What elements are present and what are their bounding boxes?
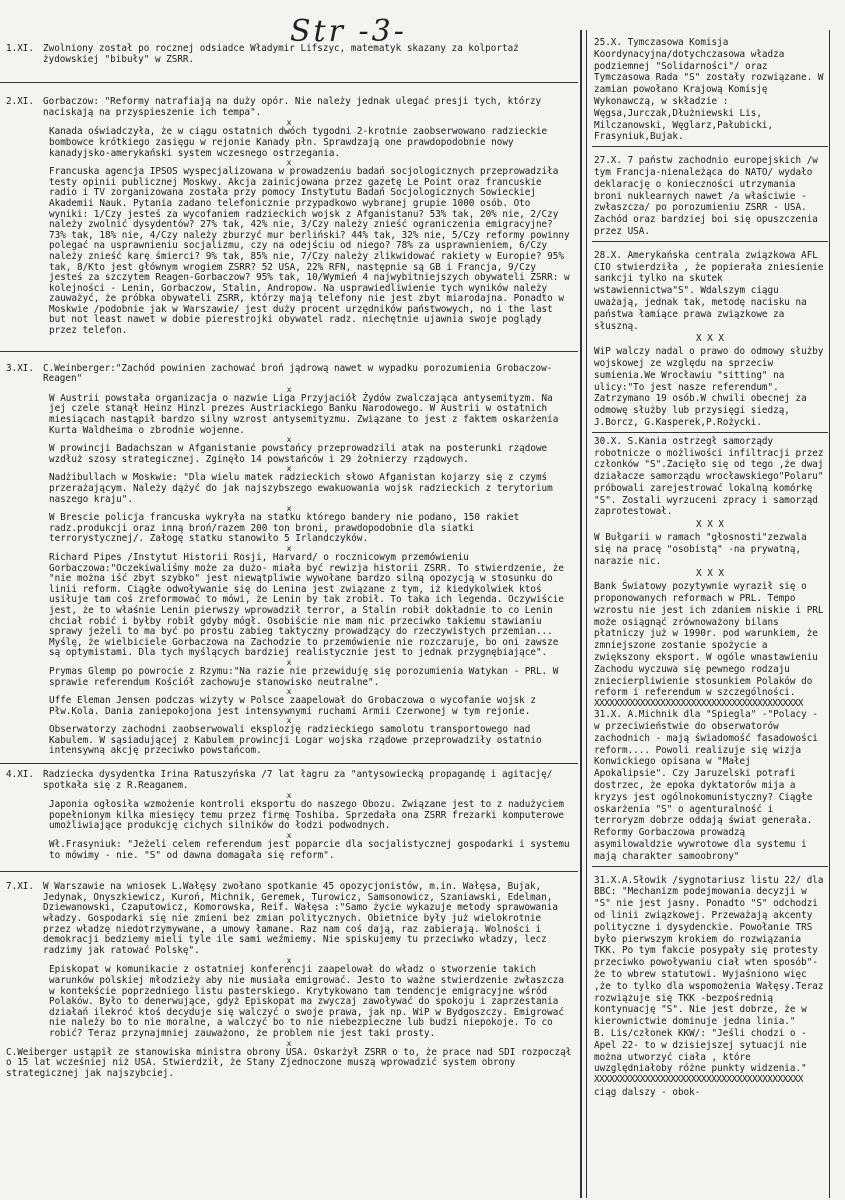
right-column xyxy=(592,34,828,1194)
entry-1-xi xyxy=(0,34,578,66)
entry-7-xi xyxy=(0,871,578,1079)
entry-date: 7.XI. xyxy=(6,881,34,893)
page-title: Str -3- xyxy=(290,14,407,49)
separator-x: x xyxy=(286,1038,292,1048)
paragraph: Obserwatorzy zachodni zaobserwowali eksplozję radzieckiego samolotu transportowego nad Kabulem. W sąsiadującej z Kabulem prowincji Logar wojska rządowe przeprowadziły ostatnio intensywną akcję przeciwko powstańcom. xyxy=(49,724,542,757)
separator-x-row: XXXXXXXXXXXXXXXXXXXXXXXXXXXXXXXXXXXXXXXXX xyxy=(594,1075,803,1086)
paragraph: C.Weiberger ustąpił ze stanowiska ministra obrony USA. Oskarżył ZSRR o to, że prace nad SDI rozpoczął o 15 lat wcześniej niż USA. Stwierdził, że Stany Zjednoczone muszą wprowadzić system obrony strategicznej jak najszybciej. xyxy=(6,1046,572,1079)
right-entry-25-x xyxy=(592,34,828,147)
entry-text: Radziecka dysydentka Irina Ratuszyńska /7 lat łagru za "antysowiecką propagandę i agitację/ spotkała się z R.Reaganem. xyxy=(43,769,553,791)
paragraph: W prowincji Badachszan w Afganistanie powstańcy przeprowadzili atak na posterunki rządowe wzdłuż szosy strategicznej. Zginęło 14 powstańców i 29 żołnierzy rządowych. xyxy=(49,443,548,465)
paragraph: W Austrii powstała organizacja o nazwie Liga Przyjaciół Żydów zwalczająca antysemityzm. Na jej czele stanął Heinz Hinzl prezes Austriackiego Banku Narodowego. W Austrii w ostatnich miesiącach nastąpił bardzo silny wzrost antysemityzmu. Związane to jest z faktem oskarżenia Kurta Waldheima o zbrodnie wojenne. xyxy=(49,392,559,436)
entry-date: 4.XI. xyxy=(6,769,34,781)
paragraph: Francuska agencja IPSOS wyspecjalizowana w prowadzeniu badań socjologicznych przeprowadziła testy opinii publicznej Moskwy. Akcja zainicjowana przez gazetę Le Point oraz francuskie radio i TV zorganizowana została przy pomocy Instytutu Badań Socjologicznych Sowieckiej Akademii Nauk. Pytania zadano telefonicznie przypadkowo wybranej grupie 1000 osób. Oto wyniki: 1/Czy jesteś za wycofaniem radzieckich wojsk z Afganistanu? 53% tak, 20% nie, 2/Czy należy zwolnić dysydentów? 27% tak, 42% nie, 3/Czy należy znieść ograniczenia emigracyjne? 73% tak, 18% nie, 4/Czy należy zburzyć mur berliński? 44% tak, 32% nie, 5/Czy reformy powinny polegać na usprawnieniu socjalizmu, czy na odejściu od niego? 78% za usprawnieniem, 6/Czy należy znieść karę śmierci? 9% tak, 85% nie, 7/Czy należy zlikwidować rakiety w Europie? 95% tak, 8/Kto jest głównym wrogiem ZSRR? 52 USA, 22% RFN, następnie są GB i Francja, 9/Czy jesteś za szczytem Reagen-Gorbaczow? 95% tak, 10/Wymień 4 najwybitniejszych obywateli ZSRR: w kolejności - Lenin, Gorbaczow, Stalin, Andropow. Na usprawiedliwienie tych wyników należy zauważyć, że próbka obywateli ZSRR, którzy mają telefony nie jest zbyt miarodajna. Ponadto w Moskwie /podobnie jak w Warszawie/ jest duży procent urzędników państwowych, no i the last but not least nawet w dobie pierestrojki obywatel radz. niechętnie ujawnia swoje poglądy przez telefon. xyxy=(49,166,570,337)
separator-x: x xyxy=(286,716,292,726)
separator-xxx: X X X xyxy=(696,333,724,345)
separator-x: x xyxy=(286,657,292,667)
paragraph: Richard Pipes /Instytut Historii Rosji, Harvard/ o rocznicowym przemówieniu Gorbaczowa:"Oczekiwaliśmy może za dużo- miała być rewizja historii ZSRR. To stwierdzenie, że "nie można iść zbyt szybko" jest niewątpliwie wywołane bardzo silną opozycją w stosunku do linii reform. Ciągłe odwoływanie się do Lenina jest związane z tym, iż kiedykolwiek ktoś usiłuje tam coś zreformować to mówi, że Lenin by tak zrobił. To taka ich legenda. Oczywiście jest, że to właśnie Lenin pierwszy wprowadził terror, a Stalin robił dokładnie to co Lenin chciał robić i byłby robił gdyby mógł. Osobiście nie mam nic przeciwko takiemu stawianiu sprawy jeżeli to ma być po prostu zabieg taktyczny prowadzący do rzeczywistych przemian... Myślę, że wielbiciele Gorbaczowa na Zachodzie to przemówienie nie rozczaruje, bo oni zawsze są optymistami. Dla tych myślących bardziej realistycznie jest to jednak przygnębiające". xyxy=(49,551,564,659)
paragraph: Uffe Eleman Jensen podczas wizyty w Polsce zaapelował do Grobaczowa o wycofanie wojsk z Płw.Kola. Dania zaniepokojona jest intensywnymi ruchami Armii Czerwonej w tym rejonie. xyxy=(49,695,536,717)
entry-date: 2.XI. xyxy=(6,96,34,108)
entry-text: 30.X. S.Kania ostrzegł samorządy robotnicze o możliwości infiltracji przez członków "S".Zacięło się od tego ,że dwaj działacze samorządu wrocławskiego"Polaru" próbowali zarejestrować lokalną komórkę "S". Zostali wyrzuceni zpracy i samorząd zaprotestował. xyxy=(594,435,824,518)
separator-xxx: X X X xyxy=(696,519,724,531)
continuation-note: ciąg dalszy - obok- xyxy=(594,1087,701,1099)
entry-text: Zwolniony został po rocznej odsiadce Władymir Lifszyc, matematyk skazany za kolportaż żydowskiej "bibuły" w ZSRR. xyxy=(43,43,519,65)
entry-text: W Warszawie na wniosek L.Wałęsy zwołano spotkanie 45 opozycjonistów, m.in. Wałęsa, Bujak, Jedynak, Onyszkiewicz, Kuroń, Michnik, Geremek, Turowicz, Samsonowicz, Szaniawski, Edelman, Dziewanowski, Czaputowicz, Komorowska, Reif. Wałęsa :"Samo życie wykazuje metody sprawowania władzy. Gospodarki się nie zmieni bez zmian politycznych. Obietnice były już wielokrotnie przez władzę niedotrzymywane, a umowy łamane. Raz nam coś dają, raz zabierają. Wolności i demokracji bedziemy mieli tyle ile sami weźmiemy. Nie spiskujemy tu przeciwko władzy, lecz radzimy jak ratować Polskę". xyxy=(43,881,558,956)
separator-x: x xyxy=(286,464,292,474)
entry-text: 31.X. A.Michnik dla "Spiegla" -"Polacy - w przeciwieństwie do obserwatorów zachodnich - mają świadomość fasadowości reform.... Powoli realizuje się wizja Konwickiego opisana w "Małej Apokalipsie". Czy Jaruzelski potrafi dostrzec, że epoka dyktatorów mija a kryzys jest ogólnokomunistyczny? Ciągłe oskarżenia "S" o agenturalność i terroryzm dobrze oddają świat generała. Reformy Gorbaczowa prowadzą asymilowaldzie wywrotowe dla systemu i mają charakter samoobrony" xyxy=(594,709,818,862)
paragraph: Episkopat w komunikacie z ostatniej konferencji zaapelował do władz o stworzenie takich warunków polskiej młodzieży aby nie musiała emigrować. Jesto to ważne stwierdzenie zwłaszcza w kontekście poprzedniego listu pasterskiego. Krytykowano tam tendencje emigracyjne wśród Polaków. Było to denerwujące, gdyż Episkopat ma zwyczaj zawoływać do spokoju i zaprzestania działań ilekroć ktoś decyduje się walczyć o swoje prawa, jak np. WiP w Bydgoszczy. Emigrować nie należy bo to nie moralne, a walczyć bo to nie niebezpieczne lub budzi niepokoje. To co robić? Teraz przynajmniej zauważono, że problem nie jest taki prosty. xyxy=(49,964,564,1039)
entry-3-xi xyxy=(0,351,578,757)
entry-text: Gorbaczow: "Reformy natrafiają na duży opór. Nie należy jednak ulegać presji tych, którzy naciskają na przyspieszenie ich tempa". xyxy=(43,96,542,118)
entry-text: W Bułgarii w ramach "głosnosti"zezwala się na pracę "osobistą" -na prywatną, narazie nic. xyxy=(594,532,807,567)
entry-date: 1.XI. xyxy=(6,43,34,54)
separator-xxx: X X X xyxy=(696,568,724,580)
column-divider-thick xyxy=(580,30,582,1198)
separator-x: x xyxy=(286,384,292,394)
entry-text: Bank Światowy pozytywnie wyraził się o proponowanych reformach w PRL. Tempo wzrostu nie jest ich zdaniem niskie i PRL może osiągnąć zrównoważony bilans płatniczy już w 1990r. pod warunkiem, że zmniejszone zostanie spożycie a zwiększony eksport. W ogóle wnastawieniu Zachodu wyczuwa się pewnego rodzaju zniecierpliwienie stosunkiem Polaków do reform i referendum w szczególności. xyxy=(594,581,824,699)
entry-2-xi xyxy=(0,82,578,336)
paragraph: Kanada oświadczyła, że w ciągu ostatnich dwóch tygodni 2-krotnie zaobserwowano radzieckie bombowce krótkiego zasięgu w rejonie Kanady płn. Sprawdzają one prawdopodobnie nowy kanadyjsko-amerykański system wczesnego ostrzegania. xyxy=(49,126,548,159)
separator-x: x xyxy=(286,956,292,966)
separator-x: x xyxy=(286,791,292,801)
separator-x: x xyxy=(286,831,292,841)
entry-text: 27.X. 7 państw zachodnio europejskich /w tym Francja-nienależąca do NATO/ wydało deklarację o konieczności utrzymania broni nuklearnych nawet /a właściwie - zwłaszcza/ po porozumieniu ZSRR - USA. Zachód oraz bardziej boi się opuszczenia przez USA. xyxy=(594,155,818,237)
entry-text: 28.X. Amerykańska centrala związkowa AFL CIO stwierdziła , że popierała zniesienie sankcji tylko na skutek wstawiennictwa"S". Wdalszym ciągu uważają, jednak tak, metodę nacisku na państwa łamiące prawa związkowe za słuszną. xyxy=(594,249,824,332)
entry-date: 3.XI. xyxy=(6,362,34,374)
separator-x: x xyxy=(286,504,292,514)
entry-text: C.Weinberger:"Zachód powinien zachować broń jądrową nawet w wypadku porozumienia Grobaczow-Reagen" xyxy=(43,362,553,385)
separator-x: x xyxy=(286,435,292,445)
right-entry-27-x xyxy=(592,147,828,242)
separator-x: x xyxy=(286,118,292,128)
right-border xyxy=(829,30,830,1198)
right-entry-28-x xyxy=(592,242,828,433)
separator-x: x xyxy=(286,158,292,168)
paragraph: Japonia ogłosiła wzmożenie kontroli eksportu do naszego Obozu. Związane jest to z nadużyciem popełnionym kilka miesięcy temu przez firmę Toshiba. Sprzedała ona ZSRR frezarki komputerowe umożliwiające produkcję cichych silników do łodzi podwodnych. xyxy=(49,799,564,832)
paragraph: Prymas Glemp po powrocie z Rzymu:"Na razie nie przewiduję się porozumienia Watykan - PRL. W sprawie referendum Kościół zachowuje stanowisko neutralne". xyxy=(49,665,559,688)
paragraph: Nadżibullach w Moskwie: "Dla wielu matek radzieckich słowo Afganistan kojarzy się z czymś przerażającym. Należy dążyć do jak najszybszego ewakuowania wojsk radzieckich z terytorium naszego kraju". xyxy=(49,472,553,505)
paragraph: Wł.Frasyniuk: "Jeżeli celem referendum jest poparcie dla socjalistycznej gospodarki i systemu to mówimy - nie. "S" od dawna domagała się reform". xyxy=(49,839,570,861)
paragraph: W Brescie policja francuska wykryła na statku którego bandery nie podano, 150 rakiet radz.produkcji oraz inną broń/razem 200 ton broni, prawdopodobnie dla siatki terrorystycznej/. Załogę statku stanowiło 5 Irlandczyków. xyxy=(49,512,520,545)
left-column xyxy=(0,34,578,1194)
right-entry-31-x xyxy=(592,866,828,1104)
entry-text: B. Lis/członek KKW/: "Jeśli chodzi o -Apel 22- to w dzisiejszej sytuacji nie można utworzyć ciała , które uwzględniałoby różne punkty widzenia." xyxy=(594,1027,807,1075)
entry-text: WiP walczy nadal o prawo do odmowy służby wojskowej ze względu na sprzeciw sumienia.We Wrocławiu "sitting" na ulicy:"To jest nasze referendum". Zatrzymano 19 osób.W chwili obecnej za odmowę służby lub przysięgi siedzą, J.Borcz, G.Kasperek,P.Rożycki. xyxy=(594,346,824,428)
entry-text: 31.X.A.Słowik /sygnotariusz listu 22/ dla BBC: "Mechanizm podejmowania decyzji w "S" nie jest jasny. Ponadto "S" odchodzi od linii związkowej. Przeważają akcenty polityczne i dysydenckie. Powołanie TRS było pierwszym krokiem do rozwiązania TKK. Po tym fakcie posypały się protesty przeciwko powoływaniu ciał wten sposób"-że to wbrew statutowi. Wyjaśniono więc ,że to tylko dla wspomożenia Wałęsy.Teraz rozwiązuje się TKK -bezpośrednią kontynuację "S". Nie jest dobrze, że w kierownictwie dominuje jedna linia." xyxy=(594,874,824,1028)
column-divider-thin xyxy=(586,30,587,1198)
separator-x: x xyxy=(286,543,292,553)
separator-x: x xyxy=(286,687,292,697)
right-entry-30-x xyxy=(592,433,828,866)
entry-4-xi xyxy=(0,763,578,861)
entry-text: 25.X. Tymczasowa Komisja Koordynacyjna/dotychczasowa władza podziemnej "Solidarności"/ oraz Tymczasowa Rada "S" zostały rozwiązane. W zamian powołano Krajową Komisję Wykonawczą, w składzie : Węgsa,Jurczak,Dłużniewski Lis, Milczanowski, Węglarz,Pałubicki, Frasyniuk,Bujak. xyxy=(594,37,824,143)
separator-x-row: XXXXXXXXXXXXXXXXXXXXXXXXXXXXXXXXXXXXXXXXX xyxy=(594,699,803,710)
